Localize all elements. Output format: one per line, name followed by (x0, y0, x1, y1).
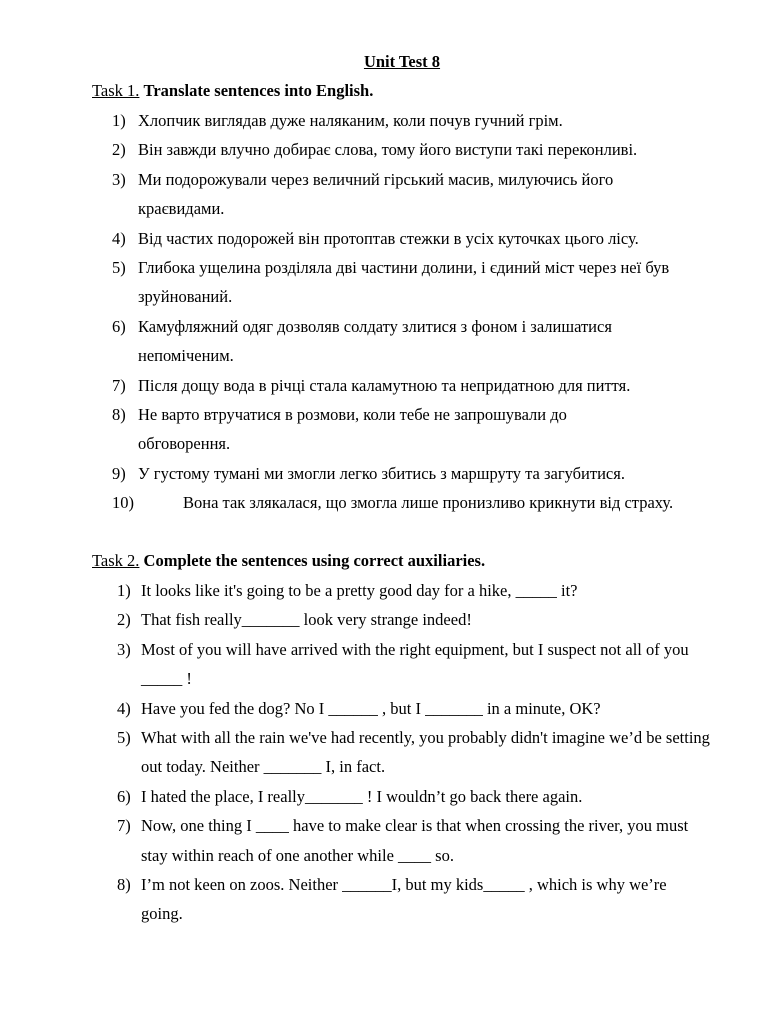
item-number: 9) (112, 463, 126, 483)
item-number: 6) (117, 786, 131, 806)
item-number: 4) (117, 698, 131, 718)
item-text: Камуфляжний одяг дозволяв солдату злитися з фоном і залишатися непоміченим. (138, 316, 612, 366)
item-number: 8) (112, 405, 126, 425)
item-text: Have you fed the dog? No I ______ , but I _______ in a minute, OK? (141, 698, 601, 718)
task2-instruction: Complete the sentences using correct auxiliaries. (143, 551, 486, 570)
task2-item (117, 723, 721, 782)
task1-item (112, 400, 628, 459)
item-number: 3) (112, 169, 126, 189)
item-number: 7) (117, 816, 131, 836)
item-number: 7) (112, 375, 126, 395)
task2-heading (92, 551, 485, 571)
item-text: Now, one thing I ____ have to make clear is that when crossing the river, you must stay within reach of one another while ____ so. (141, 816, 689, 865)
item-text: Не варто втручатися в розмови, коли тебе не запрошували до обговорення. (138, 405, 567, 454)
item-text: Він завжди влучно добирає слова, тому його виступи такі переконливі. (138, 140, 638, 160)
task2-item (117, 694, 721, 723)
item-text: Ми подорожували через величний гірський масив, милуючись його краєвидами. (138, 169, 614, 219)
item-number: 5) (117, 728, 131, 748)
item-text: Most of you will have arrived with the right equipment, but I suspect not all of you _____ ! (141, 639, 689, 689)
item-text: Вона так злякалася, що змогла лише пронизливо крикнути від страху. (183, 493, 674, 513)
task1-item (112, 106, 708, 135)
item-text: That fish really_______ look very strange indeed! (141, 610, 472, 630)
task2-label: Task 2. (92, 551, 140, 570)
task2-item (117, 811, 716, 870)
item-text: I hated the place, I really_______ ! I wouldn’t go back there again. (141, 786, 583, 806)
item-number: 5) (112, 258, 126, 278)
item-text: It looks like it's going to be a pretty good day for a hike, _____ it? (141, 581, 578, 600)
item-text: I’m not keen on zoos. Neither ______I, but my kids_____ , which is why we’re going. (141, 875, 667, 924)
item-number: 2) (117, 610, 131, 630)
task1-item (112, 459, 708, 488)
item-text: Хлопчик виглядав дуже наляканим, коли почув гучний грім. (138, 111, 563, 130)
task2-item (117, 782, 721, 811)
item-text: Від частих подорожей він протоптав стежки в усіх куточках цього лісу. (138, 228, 639, 248)
task1-instruction: Translate sentences into English. (143, 81, 374, 100)
item-text: Глибока ущелина розділяла дві частини долини, і єдиний міст через неї був зруйнований. (138, 258, 670, 307)
task2-list (117, 576, 721, 929)
task1-item (112, 371, 708, 400)
task2-item (117, 635, 716, 694)
task2-item (117, 605, 721, 634)
page-title: Unit Test 8 (363, 52, 441, 71)
item-number: 3) (117, 639, 131, 659)
task1-label: Task 1. (92, 81, 140, 100)
item-text: What with all the rain we've had recently, you probably didn't imagine we’d be setting out today. Neither _______ I, in fact. (141, 728, 710, 777)
item-number: 1) (117, 581, 131, 600)
item-number: 10) (112, 493, 134, 513)
task1-item (112, 488, 678, 517)
item-number: 6) (112, 316, 126, 336)
task1-item (112, 253, 698, 312)
task1-item (112, 165, 678, 224)
item-number: 4) (112, 228, 126, 248)
task1-item (112, 312, 668, 371)
item-number: 1) (112, 111, 126, 130)
task2-item (117, 576, 721, 605)
task1-item (112, 224, 708, 253)
item-text: У густому тумані ми змогли легко збитись з маршруту та загубитися. (138, 463, 625, 483)
item-number: 2) (112, 140, 126, 160)
item-text: Після дощу вода в річці стала каламутною та непридатною для пиття. (138, 375, 631, 395)
task1-heading (92, 81, 373, 101)
task1-item (112, 135, 708, 164)
task1-list (112, 106, 708, 518)
item-number: 8) (117, 875, 131, 895)
task2-item (117, 870, 681, 929)
